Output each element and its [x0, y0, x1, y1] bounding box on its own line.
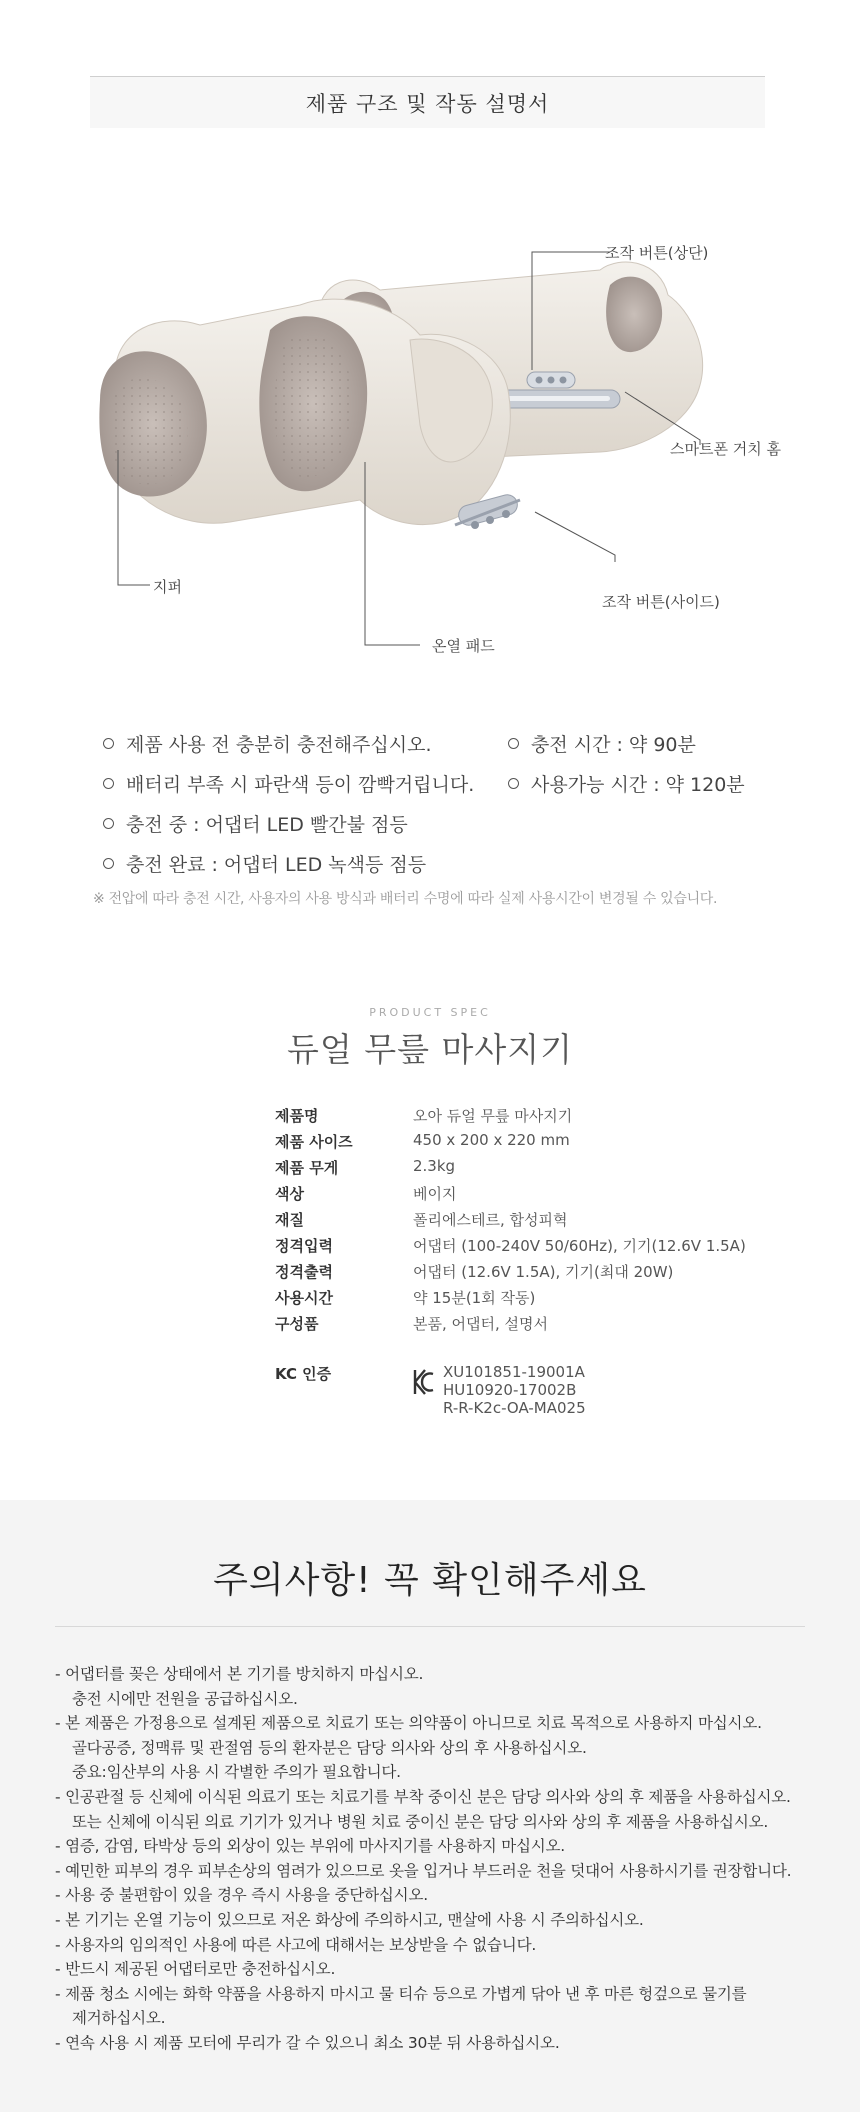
callout-zipper: 지퍼 — [153, 578, 182, 596]
note-item: 충전 완료 : 어댑터 LED 녹색등 점등 — [103, 850, 426, 877]
caution-line: - 연속 사용 시 제품 모터에 무리가 갈 수 있으니 최소 30분 뒤 사용하십시오. — [55, 2034, 560, 2052]
circle-bullet-icon — [103, 778, 114, 789]
note-item: 배터리 부족 시 파란색 등이 깜빡거립니다. — [103, 770, 474, 797]
note-item: 제품 사용 전 충분히 충전해주십시오. — [103, 730, 432, 757]
caution-line: 제거하십시오. — [72, 2009, 166, 2028]
caution-title: 주의사항! 꼭 확인해주세요 — [213, 1560, 647, 1601]
spec-row: 색상 베이지 — [275, 1185, 457, 1203]
spec-row: 구성품 본품, 어댑터, 설명서 — [275, 1315, 548, 1333]
note-item: 충전 시간 : 약 90분 — [508, 730, 696, 757]
charging-disclaimer: ※ 전압에 따라 충전 시간, 사용자의 사용 방식과 배터리 수명에 따라 실제 사용시간이 변경될 수 있습니다. — [93, 891, 718, 907]
spec-row: 재질 폴리에스테르, 합성피혁 — [275, 1211, 568, 1229]
caution-line: - 사용 중 불편함이 있을 경우 즉시 사용을 중단하십시오. — [55, 1886, 428, 1905]
kc-code: HU10920-17002B — [443, 1381, 577, 1399]
section-title-bar — [90, 76, 765, 128]
spec-title: 듀얼 무릎 마사지기 — [286, 1030, 573, 1069]
kc-code: R-R-K2c-OA-MA025 — [443, 1399, 586, 1417]
circle-bullet-icon — [508, 778, 519, 789]
kc-code: XU101851-19001A — [443, 1363, 585, 1381]
callout-heat-pad: 온열 패드 — [432, 637, 495, 655]
spec-row: 제품명 오아 듀얼 무릎 마사지기 — [275, 1107, 573, 1125]
callout-side-button: 조작 버튼(사이드) — [602, 593, 720, 611]
spec-row: 제품 사이즈 450 x 200 x 220 mm — [275, 1131, 570, 1151]
circle-bullet-icon — [103, 858, 114, 869]
spec-eyebrow: PRODUCT SPEC — [369, 1006, 491, 1019]
caution-line: - 본 제품은 가정용으로 설계된 제품으로 치료기 또는 의약품이 아니므로 치료 목적으로 사용하지 마십시오. — [55, 1714, 762, 1733]
caution-line: - 어댑터를 꽂은 상태에서 본 기기를 방치하지 마십시오. — [55, 1665, 424, 1683]
spec-row: 사용시간 약 15분(1회 작동) — [275, 1289, 536, 1307]
callout-top-button: 조작 버튼(상단) — [605, 244, 709, 262]
callout-phone-holder: 스마트폰 거치 홈 — [670, 440, 781, 458]
note-item: 충전 중 : 어댑터 LED 빨간불 점등 — [103, 810, 408, 837]
kc-codes — [443, 1363, 586, 1417]
caution-line: 또는 신체에 이식된 의료 기기가 있거나 병원 치료 중이신 분은 담당 의사와 상의 후 제품을 사용하십시오. — [72, 1812, 769, 1831]
caution-section — [0, 1500, 860, 2112]
caution-line: - 인공관절 등 신체에 이식된 의료기 또는 치료기를 부착 중이신 분은 담당 의사와 상의 후 제품을 사용하십시오. — [55, 1788, 791, 1806]
caution-line: - 염증, 감염, 타박상 등의 외상이 있는 부위에 마사지기를 사용하지 마십시오. — [55, 1837, 566, 1856]
spec-row: 정격입력 어댑터 (100-240V 50/60Hz), 기기(12.6V 1.5A) — [275, 1237, 746, 1255]
section-title: 제품 구조 및 작동 설명서 — [305, 91, 550, 116]
caution-line: - 사용자의 임의적인 사용에 따른 사고에 대해서는 보상받을 수 없습니다. — [55, 1935, 537, 1954]
caution-line: - 제품 청소 시에는 화학 약품을 사용하지 마시고 물 티슈 등으로 가볍게 닦아 낸 후 마른 헝겊으로 물기를 — [55, 1984, 747, 2003]
circle-bullet-icon — [508, 738, 519, 749]
caution-line: 충전 시에만 전원을 공급하십시오. — [72, 1689, 298, 1708]
caution-line: 골다공증, 정맥류 및 관절염 등의 환자분은 담당 의사와 상의 후 사용하십시오. — [72, 1738, 587, 1757]
caution-line: - 본 기기는 온열 기능이 있으므로 저온 화상에 주의하시고, 맨살에 사용 시 주의하십시오. — [55, 1911, 644, 1929]
spec-row: 정격출력 어댑터 (12.6V 1.5A), 기기(최대 20W) — [275, 1263, 674, 1281]
note-item: 사용가능 시간 : 약 120분 — [508, 770, 745, 797]
product-diagram — [0, 200, 860, 680]
caution-line: - 반드시 제공된 어댑터로만 충전하십시오. — [55, 1960, 336, 1979]
circle-bullet-icon — [103, 738, 114, 749]
spec-row: 제품 무게 2.3kg — [275, 1157, 456, 1177]
caution-line: 중요:임산부의 사용 시 각별한 주의가 필요합니다. — [72, 1763, 401, 1782]
divider — [55, 1626, 805, 1627]
caution-line: - 예민한 피부의 경우 피부손상의 염려가 있으므로 옷을 입거나 부드러운 천을 덧대어 사용하시기를 권장합니다. — [55, 1861, 792, 1880]
kc-mark-icon — [413, 1368, 435, 1396]
circle-bullet-icon — [103, 818, 114, 829]
